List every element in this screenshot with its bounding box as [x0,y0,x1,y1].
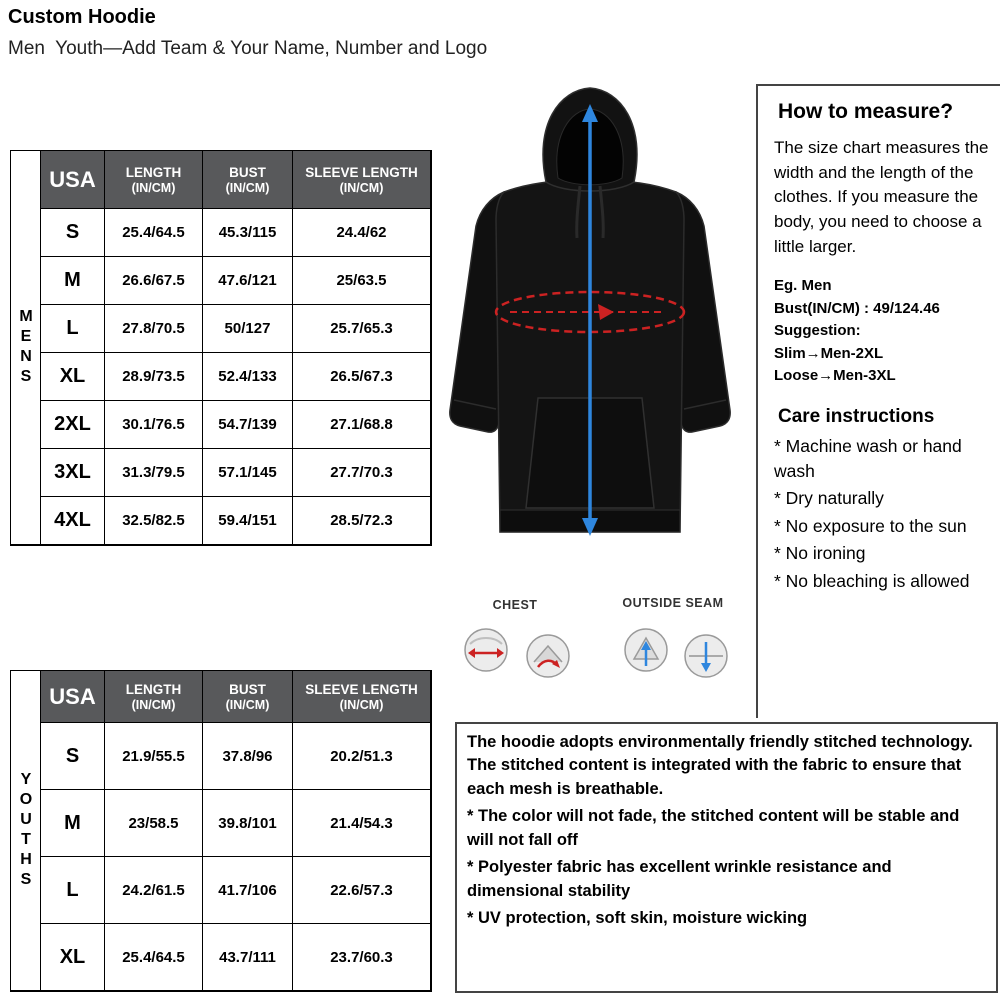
table-cell: 59.4/151 [203,497,293,545]
table-cell: 21.4/54.3 [293,790,431,857]
table-cell: 41.7/106 [203,857,293,924]
care-instructions-heading: Care instructions [778,405,935,427]
mens-header-bust: BUST (IN/CM) [203,151,293,209]
care-item: * Machine wash or hand wash [774,435,962,482]
how-to-measure-panel [756,84,1000,718]
table-cell: 28.9/73.5 [105,353,203,401]
table-cell: 25.4/64.5 [105,924,203,991]
page-subtitle: Men Youth—Add Team & Your Name, Number and Logo [8,38,488,59]
youths-header-sleeve: SLEEVE LENGTH (IN/CM) [293,671,431,723]
table-row-size: XL [41,924,105,991]
hoodie-image [430,80,750,600]
table-row-size: S [41,209,105,257]
youths-header-bust: BUST (IN/CM) [203,671,293,723]
table-cell: 25/63.5 [293,257,431,305]
youths-side-label-cell [11,671,41,991]
seam-fold-arrow-icon [622,626,670,674]
table-row-size: 2XL [41,401,105,449]
table-cell: 52.4/133 [203,353,293,401]
table-row-size: 4XL [41,497,105,545]
care-item: * No bleaching is allowed [774,570,970,591]
product-features-panel [455,722,998,993]
table-row-size: L [41,305,105,353]
table-cell: 27.1/68.8 [293,401,431,449]
features-bullet: * UV protection, soft skin, moisture wicking [467,908,808,927]
mens-header-length: LENGTH (IN/CM) [105,151,203,209]
table-cell: 39.8/101 [203,790,293,857]
mens-side-label: MENS [17,307,35,388]
table-cell: 57.1/145 [203,449,293,497]
youths-side-label: YOUTHS [17,770,35,891]
table-cell: 23.7/60.3 [293,924,431,991]
table-row-size: L [41,857,105,924]
chest-label: CHEST [492,598,538,612]
features-intro-text: The hoodie adopts environmentally friendly stitched technology. The stitched content is integrated with the fabric to ensure that each mesh is breathable. [467,733,973,798]
size-suggestion-block: Eg. Men Bust(IN/CM) : 49/124.46 Suggestion: Slim→Men-2XL Loose→Men-3XL [774,277,940,385]
youths-header-length: LENGTH (IN/CM) [105,671,203,723]
table-cell: 24.4/62 [293,209,431,257]
measure-body-text: The size chart measures the width and the length of the clothes. If you measure the body, you need to choose a little larger. [774,138,989,256]
mens-header-sleeve: SLEEVE LENGTH (IN/CM) [293,151,431,209]
table-cell: 28.5/72.3 [293,497,431,545]
table-cell: 26.5/67.3 [293,353,431,401]
table-cell: 30.1/76.5 [105,401,203,449]
features-bullet: * The color will not fade, the stitched content will be stable and will not fall off [467,807,960,849]
measure-heading: How to measure? [778,100,954,123]
care-item: * No exposure to the sun [774,515,967,536]
page-title: Custom Hoodie [8,6,156,28]
table-cell: 24.2/61.5 [105,857,203,924]
table-row-size: XL [41,353,105,401]
care-item: * Dry naturally [774,488,884,509]
table-row-size: 3XL [41,449,105,497]
features-bullet: * Polyester fabric has excellent wrinkle resistance and dimensional stability [467,858,892,900]
youths-header-usa: USA [41,671,105,723]
table-cell: 50/127 [203,305,293,353]
table-cell: 20.2/51.3 [293,723,431,790]
fabric-fold-arrow-icon [524,632,572,680]
table-cell: 25.7/65.3 [293,305,431,353]
seam-length-arrow-icon [682,632,730,680]
table-cell: 22.6/57.3 [293,857,431,924]
table-row-size: M [41,790,105,857]
fabric-width-arrow-icon [462,626,510,674]
table-row-size: S [41,723,105,790]
table-cell: 31.3/79.5 [105,449,203,497]
table-row-size: M [41,257,105,305]
table-cell: 23/58.5 [105,790,203,857]
table-cell: 25.4/64.5 [105,209,203,257]
table-cell: 32.5/82.5 [105,497,203,545]
table-cell: 27.7/70.3 [293,449,431,497]
table-cell: 27.8/70.5 [105,305,203,353]
table-cell: 47.6/121 [203,257,293,305]
table-cell: 54.7/139 [203,401,293,449]
youths-size-table [10,670,432,992]
table-cell: 21.9/55.5 [105,723,203,790]
care-instructions-list [774,434,990,594]
table-cell: 26.6/67.5 [105,257,203,305]
mens-side-label-cell [11,151,41,545]
table-cell: 45.3/115 [203,209,293,257]
mens-header-usa: USA [41,151,105,209]
care-item: * No ironing [774,543,866,564]
mens-size-table [10,150,432,546]
outside-seam-label: OUTSIDE SEAM [622,596,724,610]
table-cell: 37.8/96 [203,723,293,790]
table-cell: 43.7/111 [203,924,293,991]
